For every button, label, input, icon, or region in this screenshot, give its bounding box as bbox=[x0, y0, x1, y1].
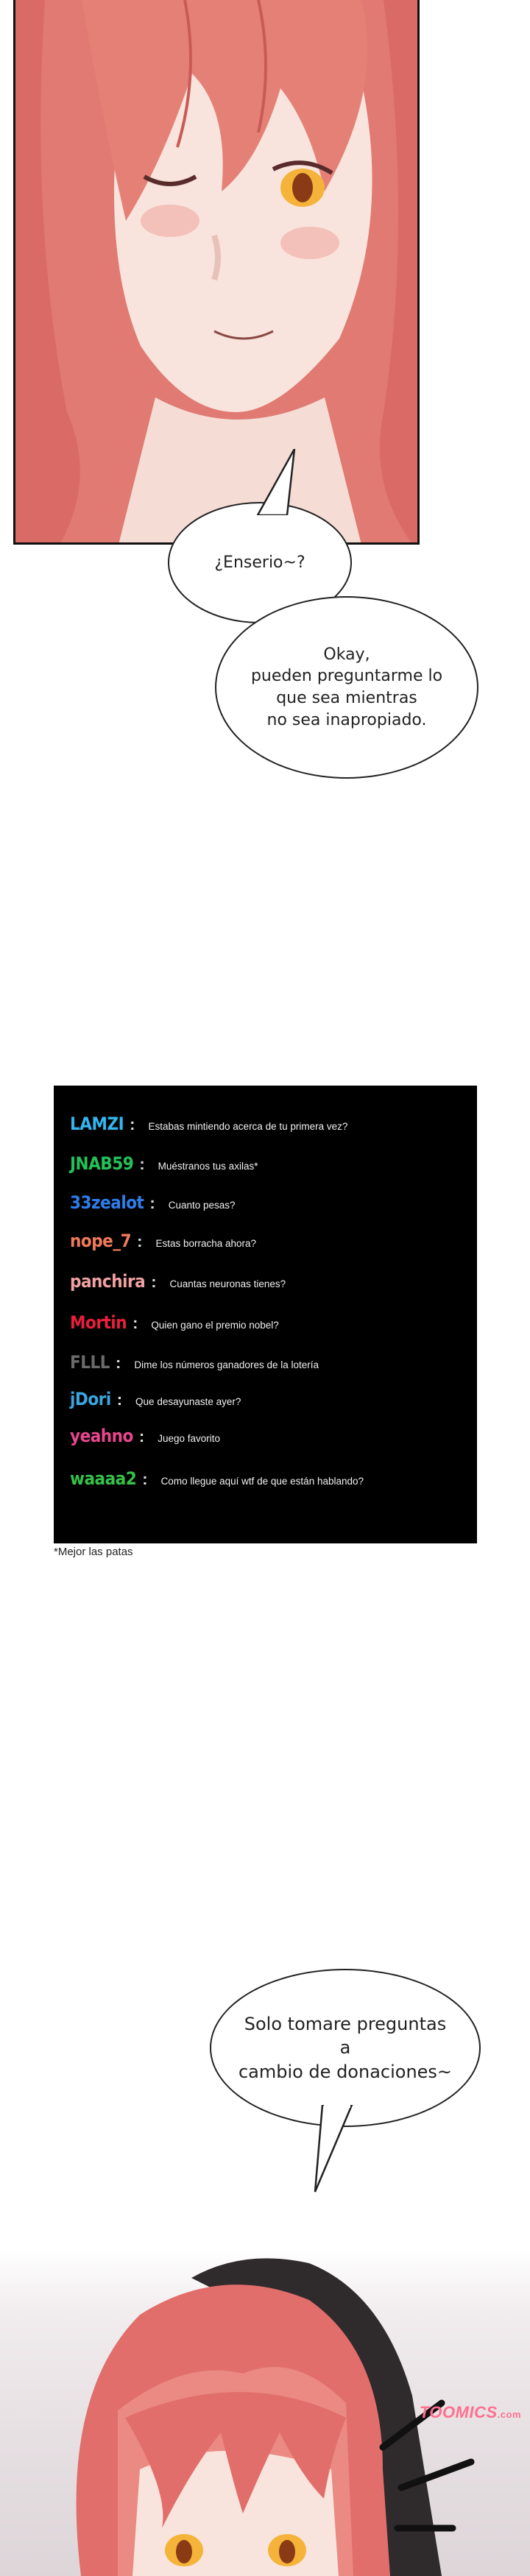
chat-text: Cuanto pesas? bbox=[168, 1200, 236, 1211]
chat-separator: : bbox=[142, 1470, 148, 1488]
speech-bubble-okay bbox=[215, 596, 478, 779]
chat-text: Estas borracha ahora? bbox=[155, 1238, 257, 1249]
chat-separator: : bbox=[149, 1194, 155, 1212]
chat-message bbox=[70, 1389, 241, 1409]
chat-message bbox=[70, 1352, 319, 1373]
chat-message bbox=[70, 1271, 286, 1292]
chat-separator: : bbox=[132, 1314, 138, 1332]
chat-separator: : bbox=[116, 1390, 123, 1409]
chat-message bbox=[70, 1426, 220, 1446]
chat-username: JNAB59 bbox=[70, 1153, 134, 1174]
chat-message bbox=[70, 1312, 279, 1333]
bubble-text: Okay, pueden preguntarme lo que sea mientras no sea inapropiado. bbox=[250, 645, 443, 729]
chat-message bbox=[70, 1114, 347, 1134]
chat-text: Estabas mintiendo acerca de tu primera vez? bbox=[148, 1121, 348, 1132]
chat-message bbox=[70, 1468, 364, 1489]
chat-separator: : bbox=[139, 1155, 145, 1173]
chat-separator: : bbox=[138, 1427, 145, 1446]
chat-text: Cuantas neuronas tienes? bbox=[169, 1278, 286, 1289]
speech-bubble-donaciones bbox=[210, 1969, 481, 2127]
toomics-watermark bbox=[420, 2403, 521, 2422]
chat-text: Que desayunaste ayer? bbox=[135, 1396, 241, 1407]
chat-username: 33zealot bbox=[70, 1192, 144, 1213]
bubble-tail bbox=[250, 449, 302, 515]
chat-username: FLLL bbox=[70, 1352, 110, 1373]
chat-text: Dime los números ganadores de la lotería bbox=[134, 1359, 319, 1370]
top-illustration-panel bbox=[13, 0, 420, 545]
chat-username: nope_7 bbox=[70, 1231, 132, 1251]
girl-winking-illustration bbox=[15, 0, 420, 545]
chat-username: panchira bbox=[70, 1271, 146, 1292]
chat-message bbox=[70, 1231, 256, 1251]
watermark-brand: TOOMICS bbox=[419, 2403, 498, 2421]
watermark-suffix: .com bbox=[497, 2409, 521, 2420]
chat-username: LAMZI bbox=[70, 1114, 124, 1134]
bubble-tail bbox=[308, 2105, 367, 2193]
chat-text: Juego favorito bbox=[158, 1433, 221, 1444]
footnote: *Mejor las patas bbox=[54, 1546, 133, 1558]
bubble-text: Solo tomare preguntas a cambio de donaciones~ bbox=[238, 2013, 453, 2082]
chat-text: Como llegue aquí wtf de que están hablando? bbox=[160, 1476, 364, 1487]
chat-username: yeahno bbox=[70, 1426, 133, 1446]
chat-separator: : bbox=[116, 1354, 121, 1372]
chat-text: Quien gano el premio nobel? bbox=[151, 1320, 279, 1331]
chat-text: Muéstranos tus axilas* bbox=[158, 1161, 258, 1172]
chat-username: waaaa2 bbox=[70, 1468, 137, 1489]
chat-separator: : bbox=[137, 1232, 143, 1250]
chat-panel bbox=[54, 1086, 477, 1543]
chat-message bbox=[70, 1153, 258, 1174]
chat-message bbox=[70, 1192, 236, 1213]
chat-username: jDori bbox=[70, 1389, 111, 1409]
bubble-text: ¿Enserio~? bbox=[214, 553, 305, 572]
chat-separator: : bbox=[151, 1273, 157, 1291]
chat-username: Mortin bbox=[70, 1312, 127, 1333]
chat-separator: : bbox=[130, 1115, 135, 1133]
